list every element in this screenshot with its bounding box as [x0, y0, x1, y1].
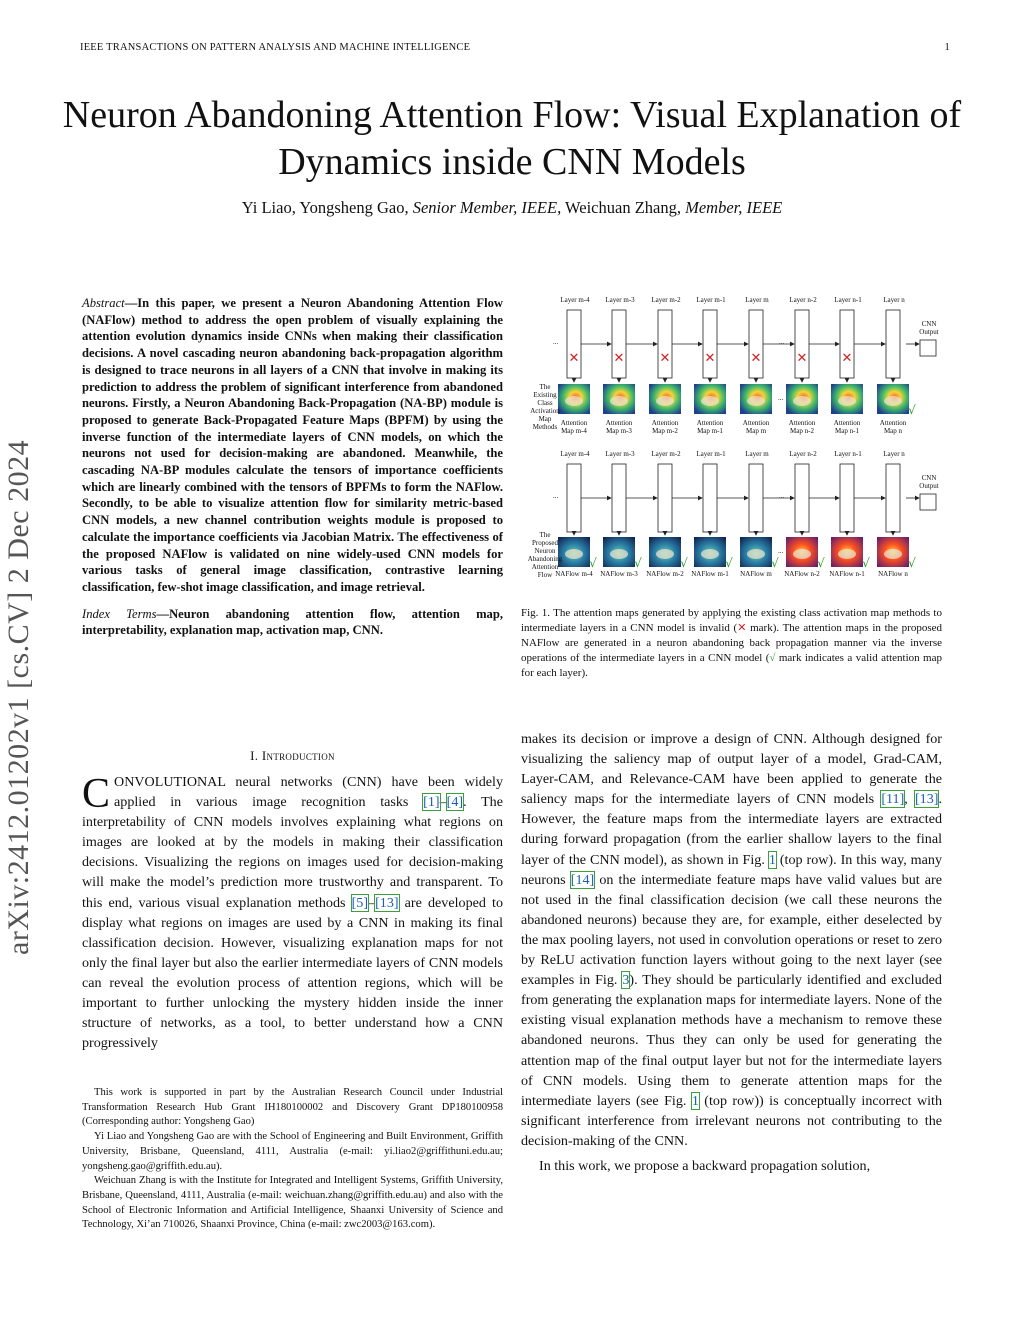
- figure-caption: Fig. 1. The attention maps generated by applying the existing class activation map methods to intermediate layers in a CNN model is invalid (✕ mark). The attention maps in the proposed NAFlow are generated in a neuron abandoning back propagation manner via the inverse operations of the intermediate layers in a CNN model (√ mark indicates a valid attention map for each layer).: [521, 607, 942, 679]
- frog-shape: [747, 396, 765, 406]
- paper-title: Neuron Abandoning Attention Flow: Visual Explanation of Dynamics inside CNN Models: [62, 94, 962, 183]
- layer-label: Layer n: [883, 450, 905, 458]
- ellipsis: ...: [553, 492, 559, 500]
- map-caption: NAFlow m-1: [691, 570, 729, 578]
- map-caption: NAFlow m: [740, 570, 772, 578]
- abstract-label: Abstract: [82, 296, 125, 310]
- layer-block: [612, 464, 626, 532]
- citation-link[interactable]: [4]: [446, 794, 464, 811]
- map-caption: NAFlow n-2: [784, 570, 820, 578]
- layer-label: Layer m: [745, 450, 769, 458]
- layer-block: [886, 464, 900, 532]
- citation-link[interactable]: [14]: [570, 871, 595, 888]
- cross-icon: ✕: [613, 351, 625, 366]
- cross-icon: ✕: [750, 351, 762, 366]
- map-caption: Attention: [560, 419, 588, 427]
- map-caption: Attention: [605, 419, 633, 427]
- cnn-output-box: [920, 494, 936, 510]
- check-icon: √: [771, 556, 779, 570]
- cnn-output-label: CNN: [921, 474, 937, 482]
- row-label: The: [539, 531, 551, 539]
- frog-shape: [610, 549, 628, 559]
- row-label: Activation: [530, 407, 560, 415]
- layer-label: Layer n-2: [789, 296, 817, 304]
- citation-link[interactable]: [13]: [375, 894, 399, 911]
- ellipsis: ...: [779, 338, 785, 346]
- row-label: Proposed: [531, 539, 559, 547]
- layer-label: Layer n-1: [834, 296, 862, 304]
- citation-link[interactable]: [5]: [351, 894, 369, 911]
- map-caption: NAFlow m-3: [600, 570, 638, 578]
- citation-link[interactable]: [11]: [881, 791, 905, 808]
- map-caption: NAFlow m-4: [555, 570, 593, 578]
- frog-shape: [838, 549, 856, 559]
- citation-link[interactable]: [1]: [423, 794, 440, 811]
- layer-block: [612, 310, 626, 378]
- running-header: [80, 42, 950, 53]
- layer-block: [749, 464, 763, 532]
- map-caption: Map n-1: [835, 427, 859, 435]
- map-caption: Map m-1: [697, 427, 723, 435]
- row-label: Class: [537, 399, 553, 407]
- frog-shape: [701, 396, 719, 406]
- abstract: [82, 295, 503, 639]
- layer-block: [840, 464, 854, 532]
- layer-label: Layer m-2: [651, 450, 681, 458]
- map-caption: Map n: [883, 427, 903, 435]
- row-label: Methods: [532, 423, 558, 431]
- frog-shape: [884, 549, 902, 559]
- map-caption: Map m-3: [606, 427, 632, 435]
- row-label: Abandoning: [527, 555, 563, 563]
- cross-icon: ✕: [659, 351, 671, 366]
- frog-shape: [747, 549, 765, 559]
- ellipsis: ...: [553, 338, 559, 346]
- footnote: Weichuan Zhang is with the Institute for Integrated and Intelligent Systems, Griffith University, Brisbane, Queensland, 4111, Australia (e-mail: weichuan.zhang@griffith.edu.au) and also with the School of Electronic Information and Artificial Intelligence, Shaanxi University of Science and Technology, Xi’an 710026, Shaanxi Province, China (e-mail: zwc2003@163.com).: [82, 1175, 503, 1231]
- check-icon: √: [908, 403, 916, 417]
- map-caption: NAFlow n: [878, 570, 908, 578]
- cross-icon: ✕: [568, 351, 580, 366]
- ellipsis: ...: [778, 547, 784, 555]
- layer-label: Layer n: [883, 296, 905, 304]
- map-caption: Map m-2: [652, 427, 678, 435]
- journal-name: IEEE TRANSACTIONS ON PATTERN ANALYSIS AND MACHINE INTELLIGENCE: [80, 42, 471, 53]
- map-caption: Attention: [879, 419, 907, 427]
- layer-label: Layer m-4: [560, 450, 590, 458]
- layer-label: Layer m: [745, 296, 769, 304]
- map-caption: Map m: [745, 427, 767, 435]
- map-caption: Attention: [833, 419, 861, 427]
- frog-shape: [793, 549, 811, 559]
- author-list: Yi Liao, Yongsheng Gao, Senior Member, IEEE, Weichuan Zhang, Member, IEEE: [241, 198, 783, 217]
- layer-block: [658, 310, 672, 378]
- map-caption: NAFlow m-2: [646, 570, 684, 578]
- frog-shape: [656, 549, 674, 559]
- figure-link[interactable]: 1: [768, 851, 776, 868]
- map-caption: Attention: [651, 419, 679, 427]
- layer-block: [567, 310, 581, 378]
- layer-block: [795, 464, 809, 532]
- check-icon: √: [680, 556, 688, 570]
- frog-shape: [565, 396, 583, 406]
- cross-icon: ✕: [737, 622, 747, 634]
- page-number: 1: [944, 42, 950, 53]
- drop-cap: C: [82, 771, 111, 817]
- index-terms-label: Index Terms: [82, 606, 157, 621]
- cnn-output-label: Output: [919, 482, 939, 490]
- index-terms-text: —Neuron abandoning attention flow, attention map, interpretability, explanation map, activation map, CNN.: [82, 606, 504, 638]
- right-column-text: makes its decision or improve a design of CNN. Although designed for visualizing the saliency map of output layer of a model, Grad-CAM, Layer-CAM, and Relevance-CAM have been applied to generate the saliency maps for the intermediate layers of CNN models [11], [13]. However, the feature maps from the intermediate layers are extracted during forward propagation (from the earlier shallow layers to the final layer of the CNN model), as shown in Fig. 1 (top row). In this way, many neurons [14] on the intermediate feature maps have valid values but are not used in the final classification decision (we call these neurons the abandoned neurons) because they are, for example, either deselected by the max pooling layers, not used in convolution operations or reset to zero by ReLU activation function layers without going to the next layer (see examples in Fig. 3). They should be particularly identified and excluded from generating the explanation maps for intermediate layers. None of the existing visual explanation methods have a mechanism to remove these abandoned neurons. Thus they can only be used for generating the attention map of the final output layer but not for the intermediate layers of CNN models. Using them to generate attention maps for the intermediate layers (see Fig. 1 (top row)) is conceptually incorrect with significant interference from irrelevant neurons not contributing to the decision-making of the CNN. In this work, we propose a backward propagation solution,: [521, 731, 942, 1174]
- figure-1: [521, 292, 951, 592]
- citation-link[interactable]: [13]: [914, 791, 939, 808]
- layer-block: [886, 310, 900, 378]
- layer-label: Layer n-1: [834, 450, 862, 458]
- section-heading: I. Introduction: [250, 748, 335, 763]
- layer-block: [703, 310, 717, 378]
- figure-link[interactable]: 3: [622, 972, 630, 989]
- frog-shape: [701, 549, 719, 559]
- row-label: Attention: [531, 563, 559, 571]
- cross-icon: ✕: [796, 351, 808, 366]
- map-caption: NAFlow n-1: [829, 570, 865, 578]
- check-icon: √: [817, 556, 825, 570]
- map-caption: Attention: [788, 419, 816, 427]
- footnote: This work is supported in part by the Australian Research Council under Industrial Transformation Research Hub Grant IH180100002 and Discovery Grant DP180100958 (Corresponding author: Yongsheng Gao): [82, 1087, 503, 1128]
- frog-shape: [656, 396, 674, 406]
- row-label: Map: [538, 415, 552, 423]
- check-icon: √: [908, 556, 916, 570]
- layer-block: [795, 310, 809, 378]
- layer-block: [840, 310, 854, 378]
- figure-link[interactable]: 1: [691, 1092, 699, 1109]
- map-caption: Attention: [742, 419, 770, 427]
- frog-shape: [610, 396, 628, 406]
- check-icon: √: [862, 556, 870, 570]
- row-label: Neuron: [534, 547, 556, 555]
- layer-label: Layer m-2: [651, 296, 681, 304]
- cross-icon: ✕: [841, 351, 853, 366]
- layer-block: [749, 310, 763, 378]
- layer-label: Layer m-4: [560, 296, 590, 304]
- row-label: Existing: [533, 391, 557, 399]
- cnn-output-label: CNN: [921, 320, 937, 328]
- layer-block: [658, 464, 672, 532]
- layer-label: Layer n-2: [789, 450, 817, 458]
- check-icon: √: [725, 556, 733, 570]
- row-label: Flow: [537, 571, 553, 579]
- figure-diagram: [521, 292, 951, 592]
- row-label: The: [539, 383, 551, 391]
- layer-label: Layer m-1: [696, 296, 726, 304]
- layer-block: [703, 464, 717, 532]
- frog-shape: [884, 396, 902, 406]
- cross-icon: ✕: [704, 351, 716, 366]
- footnotes: [82, 1086, 503, 1233]
- layer-label: Layer m-3: [605, 296, 635, 304]
- footnote: Yi Liao and Yongsheng Gao are with the School of Engineering and Built Environment, Griffith University, Brisbane, Queensland, 4111, Australia (e-mail: yi.liao2@griffithuni.edu.au; yongsheng.gao@griffith.edu.au).: [82, 1131, 503, 1172]
- frog-shape: [793, 396, 811, 406]
- abstract-text: —In this paper, we present a Neuron Abandoning Attention Flow (NAFlow) method to address the open problem of visually explaining the attention evolution dynamics inside CNNs when making their classification decisions. A novel cascading neuron abandoning back-propagation algorithm is designed to trace neurons in all layers of a CNN that involve in making its prediction to address the problem of significant interference from abandoned neurons. Firstly, a Neuron Abandoning Back-Propagation (NA-BP) module is proposed to generate Back-Propagated Feature Maps (BPFM) by using the inverse function of the intermediate layers of CNN models, on which the neurons not used for decision-making are abandoned. Meanwhile, the cascading NA-BP modules calculate the tensors of importance coefficients which are linearly combined with the tensors of BPFMs to form the NAFlow. Secondly, to be able to visualize attention flow for similarity metric-based CNN models, a new channel contribution weights module is proposed to calculate the importance coefficients via Jacobian Matrix. The effectiveness of the proposed NAFlow is validated on nine widely-used CNN models for various tasks of general image classification, contrastive learning classification, few-shot image classification, and image retrieval.: [82, 296, 503, 594]
- ellipsis: ...: [779, 492, 785, 500]
- arxiv-stamp: arXiv:2412.01202v1 [cs.CV] 2 Dec 2024: [2, 439, 35, 955]
- frog-shape: [565, 549, 583, 559]
- frog-shape: [838, 396, 856, 406]
- map-caption: Map n-2: [790, 427, 814, 435]
- map-caption: Map m-4: [561, 427, 587, 435]
- ellipsis: ...: [778, 394, 784, 402]
- layer-label: Layer m-3: [605, 450, 635, 458]
- map-caption: Attention: [696, 419, 724, 427]
- check-icon: √: [634, 556, 642, 570]
- cnn-output-box: [920, 340, 936, 356]
- layer-block: [567, 464, 581, 532]
- cnn-output-label: Output: [919, 328, 939, 336]
- layer-label: Layer m-1: [696, 450, 726, 458]
- check-icon: √: [769, 652, 776, 664]
- intro-paragraph: CONVOLUTIONAL neural networks (CNN) have been widely applied in various image recognition tasks [1]–[4]. The interpretability of CNN models involves explaining what regions on images are looked at by the models in making their classification decisions. Visualizing the regions on images used for decision-making will make the model’s prediction more trustworthy and transparent. To this end, various visual explanation methods [5]–[13] are developed to display what regions on images are used by a CNN in making its final classification decision. However, visualizing explanation maps for not only the final layer but also the earlier intermediate layers of CNN models can reveal the evolution process of attention regions, which will be important to further unlocking the mystery hidden inside the inner structure of networks, as a tool, to better understand how a CNN progressively: [82, 771, 503, 1052]
- check-icon: √: [589, 556, 597, 570]
